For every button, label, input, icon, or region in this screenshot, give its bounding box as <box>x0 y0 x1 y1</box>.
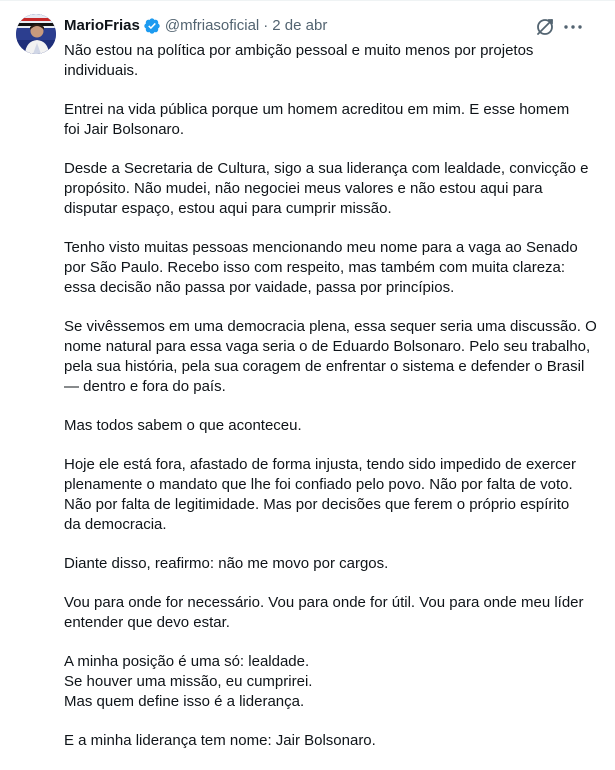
tweet-text-line: por São Paulo. Recebo isso com respeito, mas também com muita clareza: <box>64 259 566 276</box>
tweet-paragraph <box>64 41 604 81</box>
author-handle[interactable]: @mfriasoficial <box>164 17 260 34</box>
tweet-text-line: Desde a Secretaria de Cultura, sigo a sua liderança com lealdade, convicção e <box>64 160 589 177</box>
tweet-text-line: Se houver uma missão, eu cumprirei. <box>64 673 313 690</box>
tweet-paragraph <box>64 554 604 574</box>
tweet-text-line: A minha posição é uma só: lealdade. <box>64 653 310 670</box>
grok-icon <box>533 15 557 39</box>
avatar-photo <box>16 14 56 54</box>
tweet-paragraph <box>64 159 604 219</box>
tweet-text-line: disputar espaço, estou aqui para cumprir missão. <box>64 200 392 217</box>
tweet-text-line: nome natural para essa vaga seria o de Eduardo Bolsonaro. Pelo seu trabalho, <box>64 338 591 355</box>
more-dots-icon <box>561 15 585 39</box>
tweet-text-line: plenamente o mandato que lhe foi confiado pelo povo. Não por falta de voto. <box>64 476 573 493</box>
tweet-paragraph <box>64 100 604 140</box>
tweet-paragraph <box>64 317 604 397</box>
tweet-text-line: E a minha liderança tem nome: Jair Bolsonaro. <box>64 732 376 749</box>
tweet-paragraph <box>64 238 604 298</box>
tweet-text-line: Tenho visto muitas pessoas mencionando meu nome para a vaga ao Senado <box>64 239 578 256</box>
tweet-text-line: Vou para onde for necessário. Vou para onde for útil. Vou para onde meu líder <box>64 594 584 611</box>
tweet-text-line: da democracia. <box>64 516 167 533</box>
tweet-text-line: entender que devo estar. <box>64 614 230 631</box>
tweet-paragraph <box>64 455 604 535</box>
tweet-text-line: foi Jair Bolsonaro. <box>64 121 185 138</box>
verified-badge-icon[interactable] <box>143 17 161 35</box>
tweet-paragraph <box>64 731 604 751</box>
author-display-name[interactable]: MarioFrias <box>64 17 140 34</box>
header-separator: · <box>263 17 269 34</box>
tweet-text-line: Não estou na política por ambição pessoal e muito menos por projetos <box>64 42 534 59</box>
tweet-text-line: pela sua história, pela sua coragem de enfrentar o sistema e defender o Brasil <box>64 358 585 375</box>
tweet-text-line: propósito. Não mudei, não negociei meus valores e não estou aqui para <box>64 180 543 197</box>
tweet-paragraph <box>64 593 604 633</box>
tweet-text-line: Não por falta de legitimidade. Mas por decisões que ferem o próprio espírito <box>64 496 570 513</box>
tweet-text-line: Entrei na vida pública porque um homem acreditou em mim. E esse homem <box>64 101 570 118</box>
tweet-text-line: individuais. <box>64 62 139 79</box>
tweet-text-line: Diante disso, reafirmo: não me movo por cargos. <box>64 555 389 572</box>
tweet-paragraph <box>64 652 604 712</box>
tweet-text-line: Mas todos sabem o que aconteceu. <box>64 417 302 434</box>
tweet-paragraph <box>64 416 604 436</box>
avatar[interactable] <box>16 14 56 54</box>
tweet-text-line: Mas quem define isso é a liderança. <box>64 693 305 710</box>
tweet-text-line: Se vivêssemos em uma democracia plena, essa sequer seria uma discussão. O <box>64 318 597 335</box>
grok-button[interactable] <box>533 15 557 39</box>
tweet-text-line: essa decisão não passa por vaidade, passa por princípios. <box>64 279 455 296</box>
tweet-date[interactable]: 2 de abr <box>272 17 328 34</box>
tweet-text-line: Hoje ele está fora, afastado de forma injusta, tendo sido impedido de exercer <box>64 456 576 473</box>
more-options-button[interactable] <box>561 15 585 39</box>
tweet-text <box>64 41 604 770</box>
tweet-text-line: — dentro e fora do país. <box>64 378 226 395</box>
tweet-header <box>64 15 327 37</box>
